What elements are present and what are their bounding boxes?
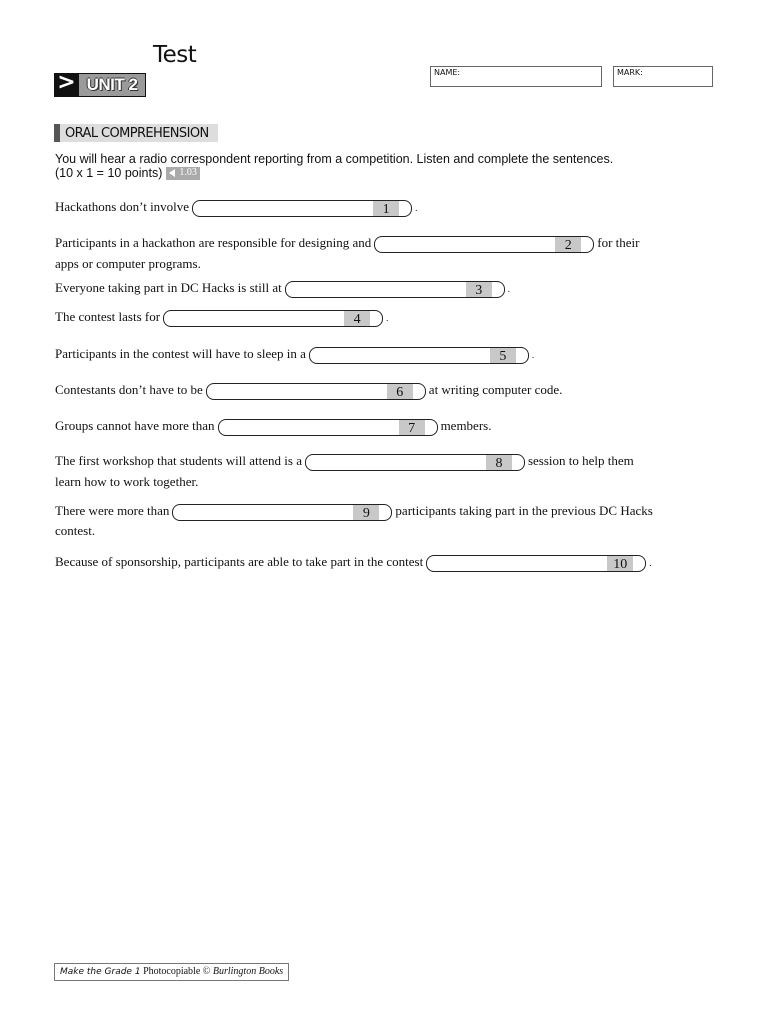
question-9-continuation: contest. <box>55 523 96 538</box>
instructions <box>55 152 613 180</box>
points-text: (10 x 1 = 10 points) <box>55 166 163 180</box>
question-text: Because of sponsorship, participants are able to take part in the contest <box>55 554 424 569</box>
question-text: The contest lasts for <box>55 309 161 324</box>
blank-number: 9 <box>353 505 379 520</box>
question-text: There were more than <box>55 503 170 518</box>
question-7 <box>55 415 491 437</box>
track-number: 1.03 <box>179 167 197 178</box>
arrow-icon: > <box>54 73 79 97</box>
section-bar <box>54 124 60 142</box>
answer-blank-5[interactable] <box>309 347 529 364</box>
question-text-after: . <box>531 350 535 360</box>
question-3 <box>55 277 510 300</box>
question-text: Participants in a hackathon are responsible for designing and <box>55 235 372 250</box>
question-2 <box>55 232 639 254</box>
section-title: ORAL COMPREHENSION <box>65 125 209 141</box>
question-10 <box>55 551 651 574</box>
unit-label: UNIT 2 <box>79 73 146 97</box>
mark-label: MARK: <box>617 68 643 77</box>
question-text: The first workshop that students will attend is a <box>55 453 302 468</box>
blank-number: 2 <box>555 237 581 252</box>
question-9 <box>55 500 653 522</box>
answer-blank-2[interactable] <box>374 236 594 253</box>
answer-blank-6[interactable] <box>206 383 426 400</box>
blank-number: 3 <box>466 282 492 297</box>
question-text-after: session to help them <box>527 453 634 468</box>
answer-blank-10[interactable] <box>426 555 646 572</box>
name-field[interactable] <box>430 66 602 87</box>
question-text-after: . <box>649 558 652 568</box>
publisher-name: Burlington Books <box>212 966 284 977</box>
question-text-after: for their <box>597 235 640 250</box>
question-text-after: participants taking part in the previous DC Hacks <box>395 503 653 518</box>
answer-blank-8[interactable] <box>305 454 525 471</box>
blank-number: 1 <box>373 201 399 216</box>
blank-number: 7 <box>399 420 425 435</box>
blank-number: 8 <box>486 455 512 470</box>
answer-blank-7[interactable] <box>218 419 438 436</box>
question-text: Hackathons don’t involve <box>55 199 190 214</box>
blank-number: 5 <box>490 348 516 363</box>
question-text: Everyone taking part in DC Hacks is still at <box>55 280 282 295</box>
question-text: Groups cannot have more than <box>55 418 215 433</box>
question-text-after: members. <box>440 418 492 433</box>
blank-number: 4 <box>344 311 370 326</box>
question-text-after: . <box>386 313 389 323</box>
answer-blank-9[interactable] <box>172 504 392 521</box>
question-8 <box>55 450 634 472</box>
question-text: Contestants don’t have to be <box>55 382 203 397</box>
question-2-continuation: apps or computer programs. <box>55 256 201 271</box>
name-label: NAME: <box>434 68 461 77</box>
blank-number: 6 <box>387 384 413 399</box>
question-text-after: . <box>415 203 418 213</box>
question-text: Participants in the contest will have to sleep in a <box>55 346 306 361</box>
mark-field[interactable] <box>613 66 713 87</box>
question-6 <box>55 379 562 401</box>
answer-blank-3[interactable] <box>285 281 505 298</box>
answer-blank-4[interactable] <box>163 310 383 327</box>
section-header <box>54 124 218 142</box>
footer <box>54 963 289 981</box>
question-8-continuation: learn how to work together. <box>55 474 199 489</box>
unit-badge <box>54 70 146 97</box>
blank-number: 10 <box>607 556 633 571</box>
book-title: Make the Grade 1 <box>60 967 141 977</box>
audio-track-button[interactable] <box>166 167 200 180</box>
question-text-after: at writing computer code. <box>428 382 563 397</box>
page-title: Test <box>153 42 197 68</box>
question-1 <box>55 196 417 219</box>
question-5 <box>55 343 534 366</box>
instruction-text: You will hear a radio correspondent reporting from a competition. Listen and complete the sentences. <box>55 152 614 166</box>
answer-blank-1[interactable] <box>192 200 412 217</box>
copyright-text: Photocopiable © <box>143 966 211 977</box>
question-4 <box>55 306 388 329</box>
question-text-after: . <box>507 284 510 294</box>
speaker-icon <box>169 169 175 177</box>
